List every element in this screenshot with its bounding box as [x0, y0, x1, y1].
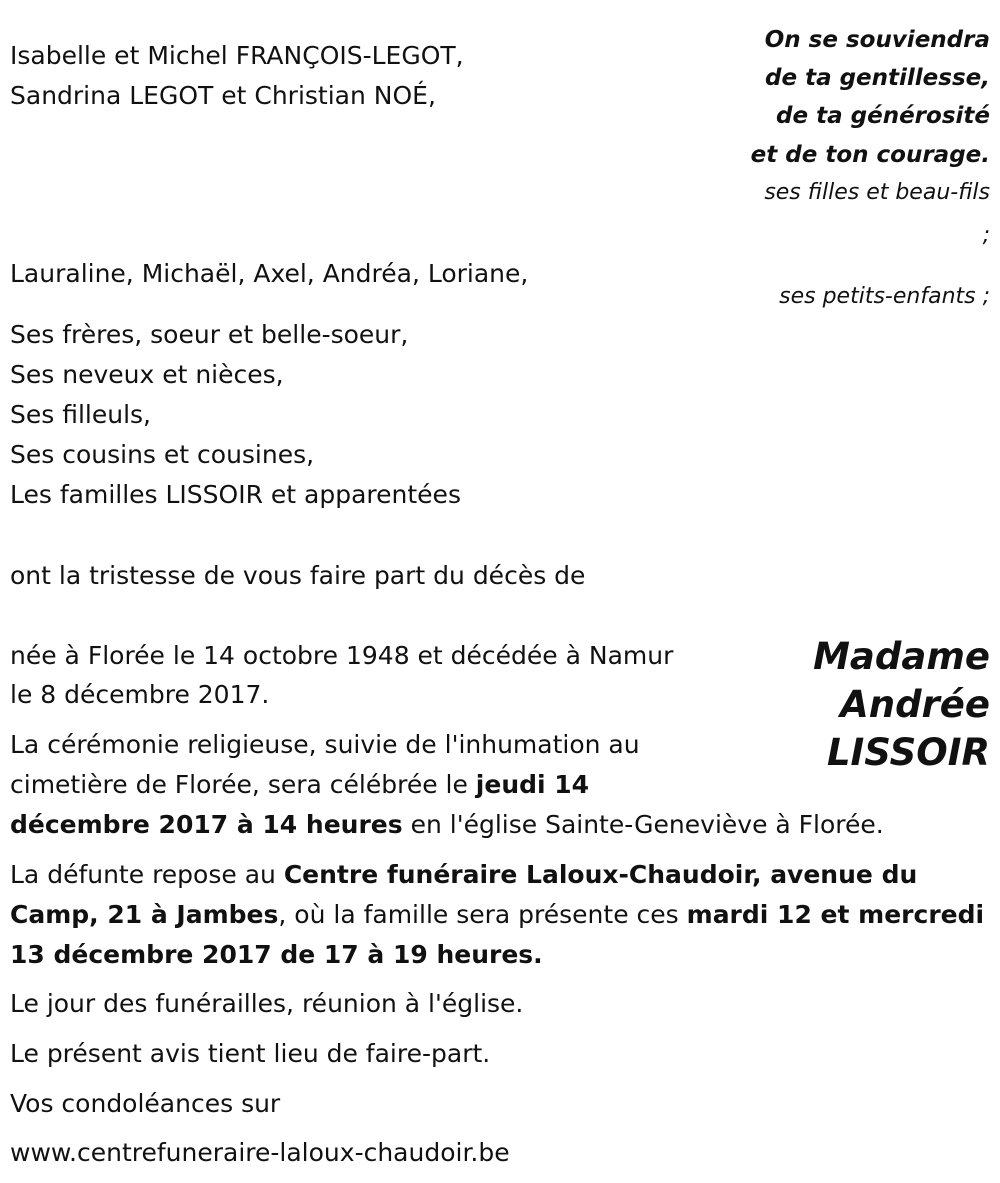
ceremony-line-1: La cérémonie religieuse, suivie de l'inhumation au: [10, 730, 640, 759]
relatives-line-2: Ses neveux et nièces,: [10, 360, 284, 389]
repose-line-2: Camp, 21 à Jambes, où la famille sera présente ces mardi 12 et mercredi: [10, 900, 985, 929]
quote-line-4: et de ton courage.: [750, 142, 990, 168]
grandchildren-names: Lauraline, Michaël, Axel, Andréa, Loriane,: [10, 259, 529, 288]
family-line-2: Sandrina LEGOT et Christian NOÉ,: [10, 81, 436, 110]
birth-death-line-2: le 8 décembre 2017.: [10, 680, 270, 709]
announcement: ont la tristesse de vous faire part du décès de: [10, 561, 586, 590]
funeral-day-note: Le jour des funérailles, réunion à l'église.: [10, 989, 524, 1018]
quote-line-1: On se souviendra: [764, 27, 990, 53]
repose-line-1: La défunte repose au Centre funéraire Laloux-Chaudoir, avenue du: [10, 860, 918, 889]
notice-note: Le présent avis tient lieu de faire-part.: [10, 1039, 491, 1068]
relatives-line-1: Ses frères, soeur et belle-soeur,: [10, 320, 409, 349]
relatives-line-4: Ses cousins et cousines,: [10, 440, 315, 469]
daughters-label: ses filles et beau-fils: [764, 180, 990, 205]
deceased-first-name: Andrée: [840, 683, 990, 726]
ceremony-line-2: cimetière de Florée, sera célébrée le jeudi 14: [10, 770, 590, 799]
grandchildren-label: ses petits-enfants ;: [779, 284, 990, 309]
relatives-line-5: Les familles LISSOIR et apparentées: [10, 480, 461, 509]
repose-line-3: 13 décembre 2017 de 17 à 19 heures.: [10, 940, 543, 969]
birth-death-line-1: née à Florée le 14 octobre 1948 et décédée à Namur: [10, 641, 674, 670]
family-line-1: Isabelle et Michel FRANÇOIS-LEGOT,: [10, 41, 464, 70]
relatives-line-3: Ses filleuls,: [10, 400, 152, 429]
daughters-semicolon: ;: [982, 223, 990, 248]
deceased-title: Madame: [813, 635, 990, 678]
quote-line-2: de ta gentillesse,: [765, 65, 990, 91]
ceremony-line-3: décembre 2017 à 14 heures en l'église Sainte-Geneviève à Florée.: [10, 810, 884, 839]
deceased-last-name: LISSOIR: [826, 731, 990, 774]
quote-line-3: de ta générosité: [776, 103, 990, 129]
condolences-label: Vos condoléances sur: [10, 1089, 281, 1118]
website-link[interactable]: www.centrefuneraire-laloux-chaudoir.be: [10, 1138, 510, 1167]
